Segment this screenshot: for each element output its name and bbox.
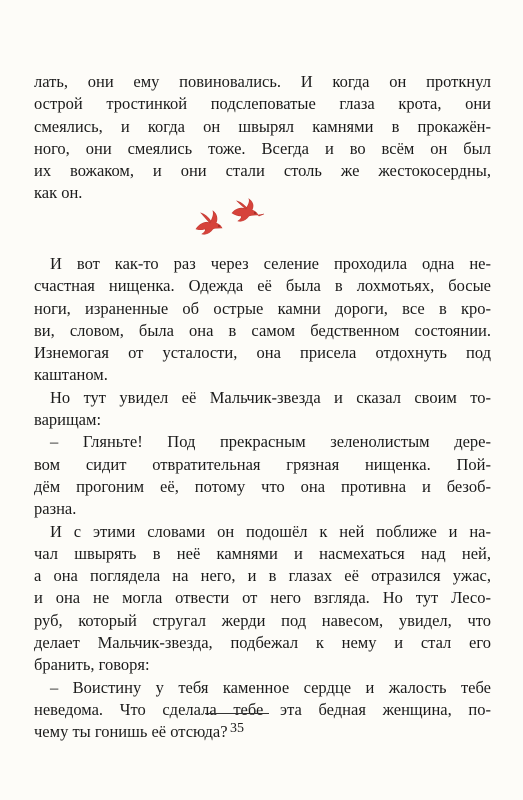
text-line: их вожаком, и они стали столь же жестокосердны, — [34, 161, 491, 181]
text-line: И вот как-то раз через селение проходила одна не- — [50, 254, 491, 273]
text-line: каштаном. — [34, 365, 108, 385]
text-line: – Воистину у тебя каменное сердце и жалость тебе — [50, 677, 491, 697]
bird-left-icon — [196, 211, 222, 234]
text-block-top — [34, 71, 491, 205]
text-line: ноги, израненные об острые камни дороги, все в кро- — [34, 298, 491, 318]
text-line: неведома. Что сделала тебе эта бедная женщина, по- — [34, 699, 491, 719]
text-line: чему ты гонишь её отсюда? — [34, 722, 228, 742]
text-block-bottom — [34, 253, 491, 744]
red-birds-ornament-icon — [188, 195, 268, 243]
text-line: счастная нищенка. Одежда её была в лохмотьях, босые — [34, 276, 491, 296]
text-line: – Гляньте! Под прекрасным зеленолистым дере- — [50, 432, 491, 452]
text-line: чал швырять в неё камнями и насмехаться над ней, — [34, 543, 491, 563]
text-line: И с этими словами он подошёл к ней поближе и на- — [50, 521, 491, 541]
text-line: бранить, говоря: — [34, 655, 150, 675]
text-line: смеялись, и когда он швырял камнями в прокажён- — [34, 116, 491, 136]
page-number: 35 — [230, 721, 244, 736]
text-line: острой тростинкой подслеповатые глаза крота, они — [34, 94, 491, 114]
text-line: ного, они смеялись тоже. Всегда и во всём он был — [34, 138, 491, 158]
text-line: руб, который стругал жерди под навесом, увидел, что — [34, 610, 491, 630]
text-line: Но тут увидел её Мальчик-звезда и сказал своим то- — [50, 387, 491, 407]
text-line: дём прогоним её, потому что она противна и безоб- — [34, 476, 491, 496]
text-line: а она поглядела на него, и в глазах её отразился ужас, — [34, 566, 491, 586]
text-line: Изнемогая от усталости, она присела отдохнуть под — [34, 343, 491, 363]
bird-right-icon — [232, 199, 264, 221]
text-line: и она не могла отвести от него взгляда. Но тут Лесо- — [34, 588, 491, 608]
text-line: как он. — [34, 183, 83, 203]
footer-divider — [205, 713, 269, 714]
text-line: варищам: — [34, 410, 102, 430]
text-line: лать, они ему повиновались. И когда он проткнул — [34, 72, 491, 91]
text-line: ви, словом, была она в самом бедственном состоянии. — [34, 320, 491, 340]
text-line: вом сидит отвратительная грязная нищенка. Пой- — [34, 454, 491, 474]
text-line: делает Мальчик-звезда, подбежал к нему и стал его — [34, 633, 491, 653]
text-line: разна. — [34, 499, 77, 519]
